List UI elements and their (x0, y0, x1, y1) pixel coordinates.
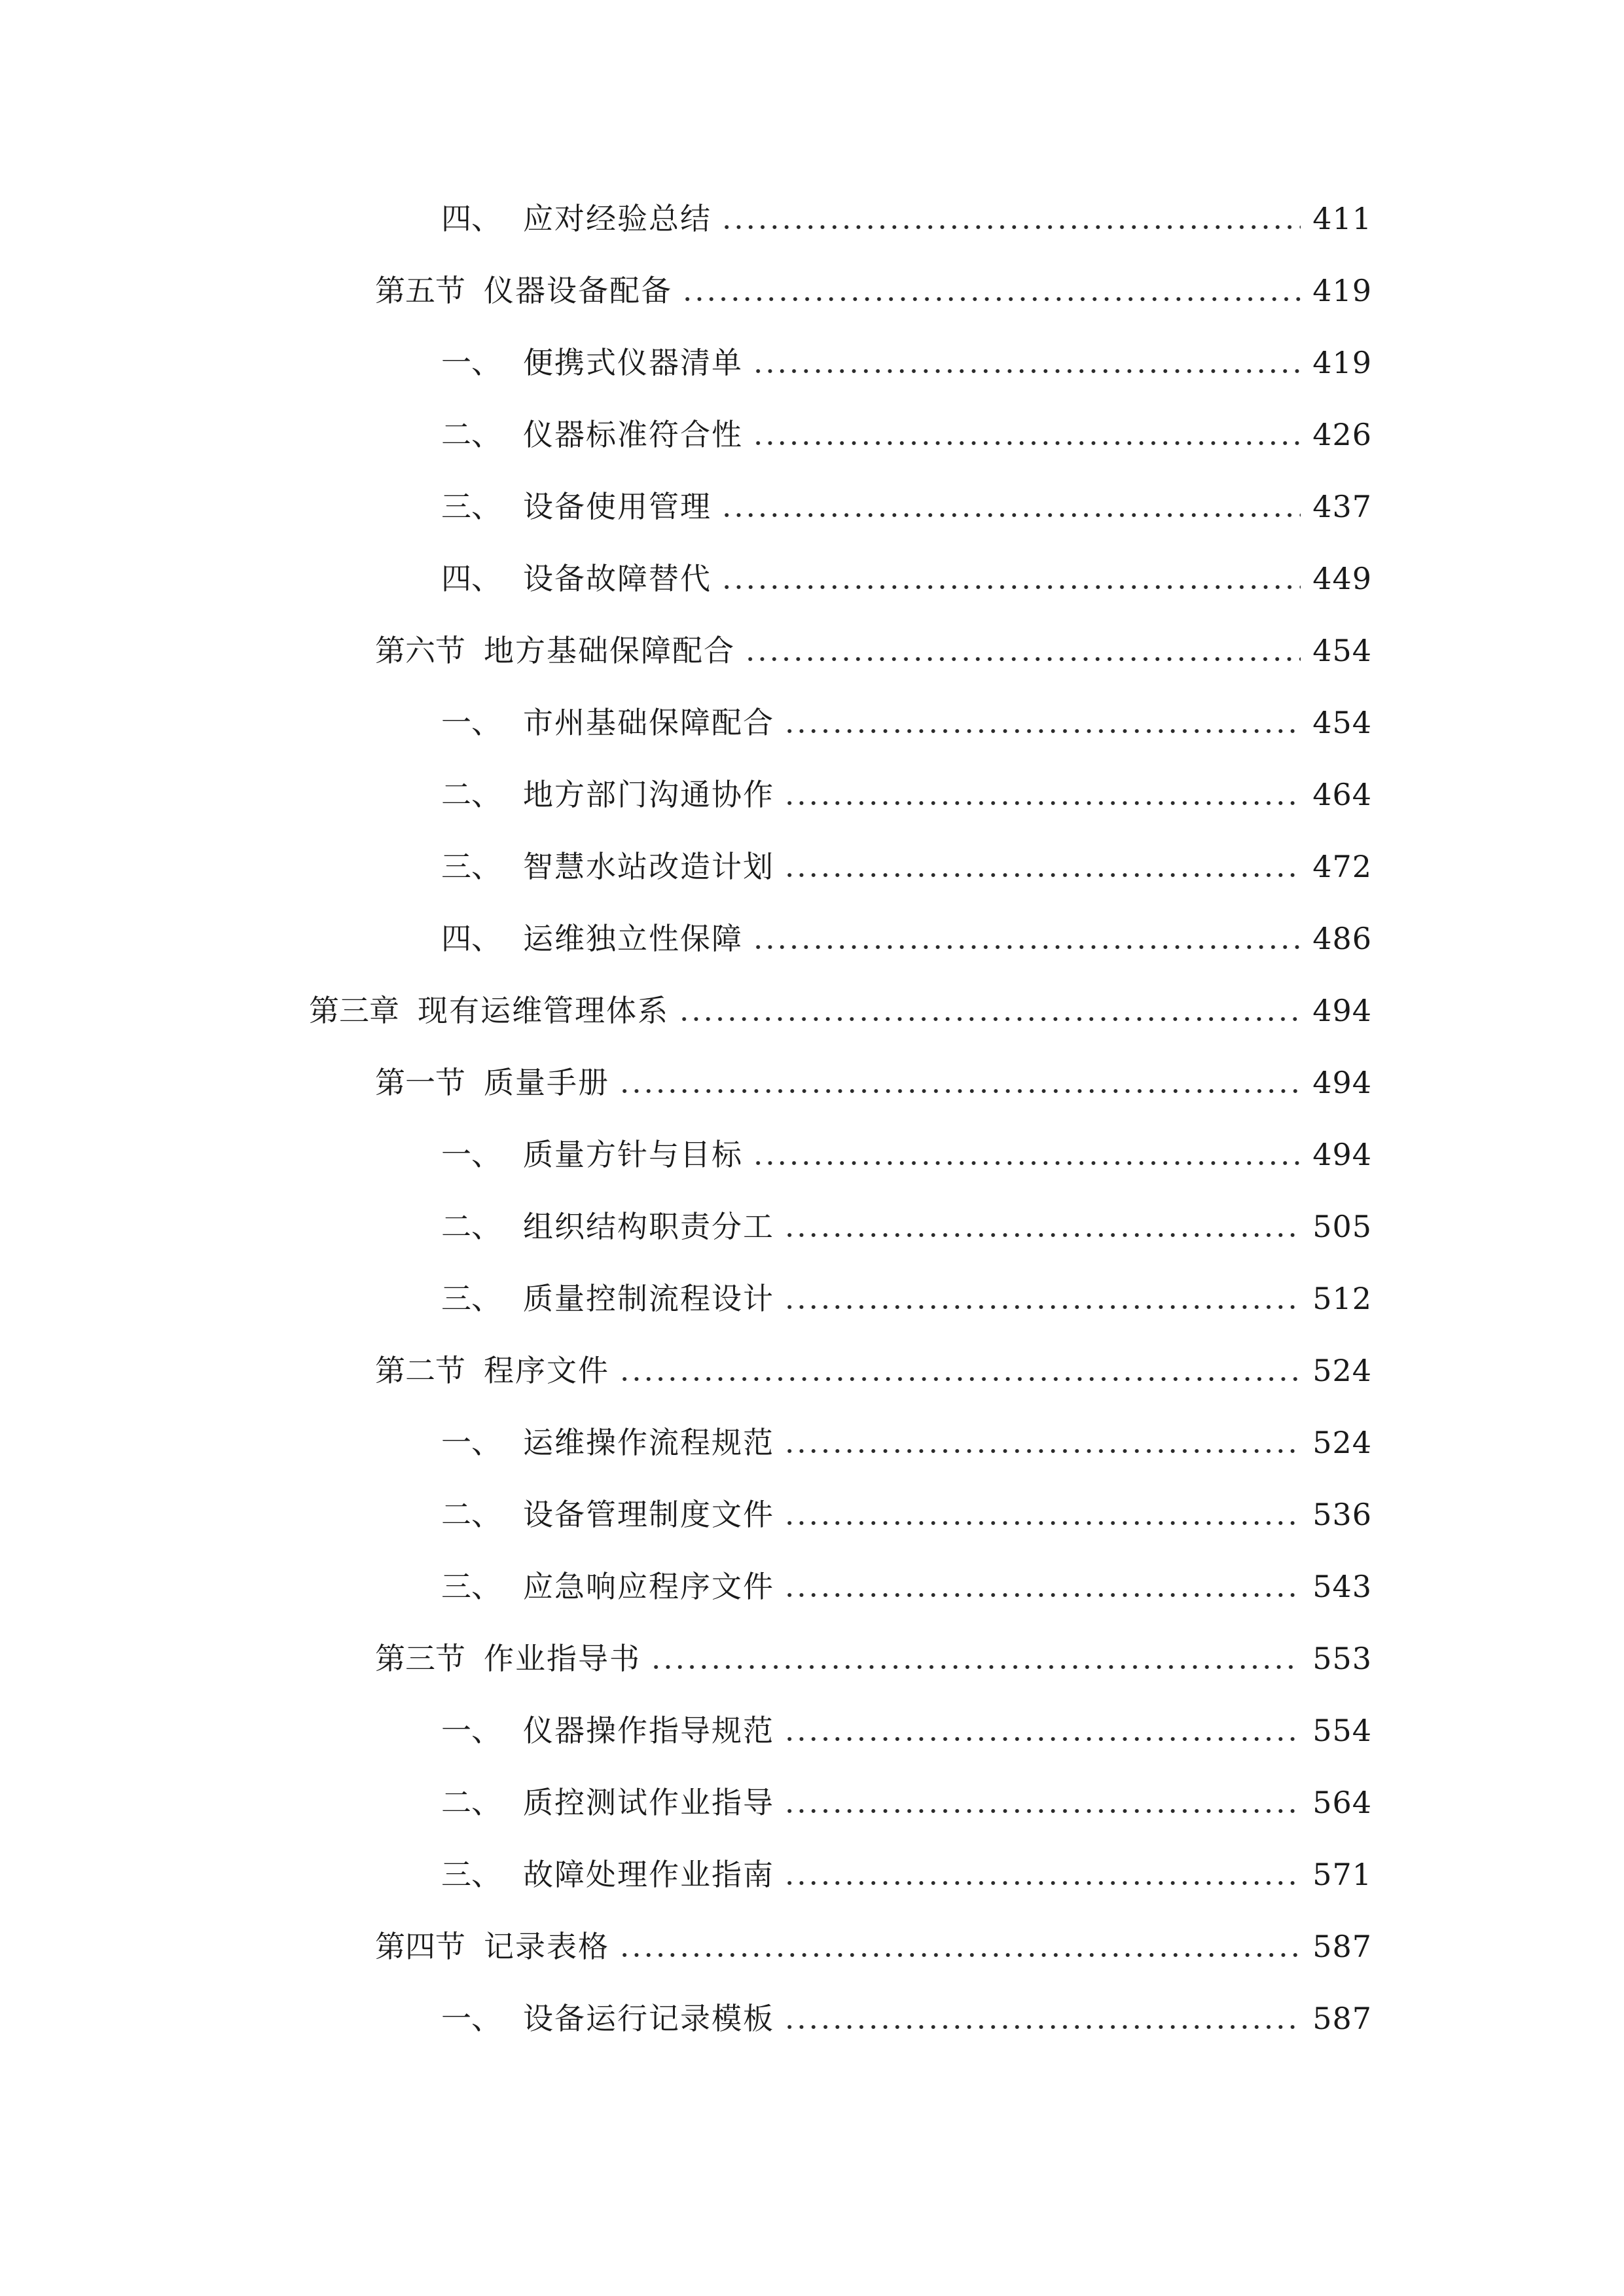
toc-entry[interactable] (441, 1776, 1372, 1829)
dot-leader (619, 1920, 1301, 1973)
toc-entry-number: 三、 (441, 1857, 501, 1892)
toc-entry-page: 543 (1312, 1569, 1372, 1604)
toc-entry[interactable] (375, 264, 1372, 317)
toc-entry-number: 第四节 (375, 1929, 465, 1964)
toc-entry[interactable] (441, 1992, 1372, 2045)
toc-entry-number: 第二节 (375, 1353, 465, 1388)
dot-leader (681, 264, 1301, 317)
toc-entry-page: 554 (1312, 1713, 1372, 1748)
toc-entry-title: 组织结构职责分工 (523, 1209, 774, 1244)
toc-entry-page: 494 (1312, 1065, 1372, 1100)
toc-entry-number: 第三章 (309, 993, 399, 1028)
toc-entry-page: 553 (1312, 1641, 1372, 1676)
toc-entry-page: 449 (1312, 561, 1372, 596)
toc-entry-title: 地方部门沟通协作 (523, 777, 774, 812)
toc-entry-title: 设备管理制度文件 (523, 1497, 774, 1532)
dot-leader (784, 696, 1301, 749)
toc-entry-number: 四、 (441, 561, 501, 596)
toc-entry-number: 一、 (441, 1425, 501, 1460)
toc-entry[interactable] (441, 1416, 1372, 1469)
toc-entry-title: 设备使用管理 (523, 489, 712, 524)
toc-entry-number: 第五节 (375, 273, 465, 308)
toc-entry-number: 四、 (441, 201, 501, 236)
toc-entry-number: 二、 (441, 777, 501, 812)
toc-entry-title: 记录表格 (484, 1929, 609, 1964)
toc-entry[interactable] (441, 552, 1372, 605)
toc-entry-page: 512 (1312, 1281, 1372, 1316)
toc-entry-number: 二、 (441, 1497, 501, 1532)
toc-entry[interactable] (441, 1704, 1372, 1757)
toc-entry-title: 智慧水站改造计划 (523, 849, 774, 884)
toc-entry-page: 524 (1312, 1353, 1372, 1388)
toc-entry[interactable] (441, 912, 1372, 965)
toc-entry-title: 程序文件 (484, 1353, 609, 1388)
toc-entry-page: 505 (1312, 1209, 1372, 1244)
toc-entry[interactable] (441, 840, 1372, 893)
toc-entry[interactable] (441, 768, 1372, 821)
toc-entry-page: 437 (1312, 489, 1372, 524)
dot-leader (784, 1416, 1301, 1469)
toc-entry-page: 536 (1312, 1497, 1372, 1532)
toc-entry-title: 运维操作流程规范 (523, 1425, 774, 1460)
dot-leader (744, 624, 1301, 677)
toc-entry[interactable] (441, 480, 1372, 533)
toc-entry-number: 一、 (441, 345, 501, 380)
dot-leader (784, 1560, 1301, 1613)
dot-leader (619, 1344, 1301, 1397)
toc-entry[interactable] (441, 1560, 1372, 1613)
toc-entry-title: 仪器标准符合性 (523, 417, 743, 452)
toc-entry[interactable] (375, 1920, 1372, 1973)
dot-leader (784, 1992, 1301, 2045)
dot-leader (721, 192, 1301, 245)
dot-leader (784, 1704, 1301, 1757)
toc-entry-page: 587 (1312, 2001, 1372, 2036)
toc-entry-title: 质量手册 (484, 1065, 609, 1100)
toc-entry-title: 现有运维管理体系 (418, 993, 669, 1028)
toc-entry[interactable] (441, 1200, 1372, 1253)
toc-entry-title: 便携式仪器清单 (523, 345, 743, 380)
dot-leader (784, 840, 1301, 893)
toc-entry-number: 三、 (441, 1281, 501, 1316)
toc-entry-title: 质控测试作业指导 (523, 1785, 774, 1820)
toc-entry-number: 第六节 (375, 633, 465, 668)
dot-leader (650, 1632, 1301, 1685)
toc-entry[interactable] (441, 1488, 1372, 1541)
toc-entry-title: 设备运行记录模板 (523, 2001, 774, 2036)
toc-entry-title: 作业指导书 (484, 1641, 641, 1676)
toc-entry-number: 一、 (441, 705, 501, 740)
toc-entry-number: 一、 (441, 2001, 501, 2036)
toc-entry[interactable] (375, 1632, 1372, 1685)
toc-entry-title: 仪器设备配备 (484, 273, 672, 308)
dot-leader (784, 1272, 1301, 1325)
toc-entry-title: 设备故障替代 (523, 561, 712, 596)
toc-entry-number: 三、 (441, 489, 501, 524)
toc-entry-page: 454 (1312, 633, 1372, 668)
dot-leader (784, 768, 1301, 821)
toc-entry[interactable] (375, 624, 1372, 677)
toc-entry-title: 地方基础保障配合 (484, 633, 735, 668)
toc-entry-title: 质量方针与目标 (523, 1137, 743, 1172)
toc-entry-page: 564 (1312, 1785, 1372, 1820)
toc-entry[interactable] (375, 1344, 1372, 1397)
toc-entry-title: 应急响应程序文件 (523, 1569, 774, 1604)
dot-leader (784, 1200, 1301, 1253)
toc-entry-page: 494 (1312, 1137, 1372, 1172)
toc-entry-page: 426 (1312, 417, 1372, 452)
toc-entry-number: 三、 (441, 1569, 501, 1604)
toc-entry-number: 一、 (441, 1137, 501, 1172)
toc-entry[interactable] (441, 1272, 1372, 1325)
toc-entry[interactable] (441, 336, 1372, 389)
toc-entry-page: 587 (1312, 1929, 1372, 1964)
toc-entry-number: 一、 (441, 1713, 501, 1748)
toc-entry-number: 二、 (441, 417, 501, 452)
toc-entry-page: 486 (1312, 921, 1372, 956)
toc-entry-title: 仪器操作指导规范 (523, 1713, 774, 1748)
dot-leader (619, 1056, 1301, 1109)
toc-entry-title: 故障处理作业指南 (523, 1857, 774, 1892)
toc-entry-number: 二、 (441, 1785, 501, 1820)
dot-leader (752, 408, 1301, 461)
toc-entry[interactable] (441, 696, 1372, 749)
dot-leader (721, 480, 1301, 533)
toc-entry-page: 494 (1312, 993, 1372, 1028)
dot-leader (721, 552, 1301, 605)
toc-entry-title: 应对经验总结 (523, 201, 712, 236)
toc-entry-page: 524 (1312, 1425, 1372, 1460)
dot-leader (784, 1776, 1301, 1829)
toc-entry-title: 运维独立性保障 (523, 921, 743, 956)
toc-entry[interactable] (441, 1128, 1372, 1181)
toc-entry-title: 市州基础保障配合 (523, 705, 774, 740)
toc-entry-number: 第三节 (375, 1641, 465, 1676)
dot-leader (678, 984, 1301, 1037)
dot-leader (752, 912, 1301, 965)
toc-entry-number: 二、 (441, 1209, 501, 1244)
toc-entry-page: 419 (1312, 273, 1372, 308)
dot-leader (784, 1488, 1301, 1541)
toc-entry-number: 三、 (441, 849, 501, 884)
toc-entry-number: 四、 (441, 921, 501, 956)
toc-entry-page: 472 (1312, 849, 1372, 884)
toc-entry-page: 571 (1312, 1857, 1372, 1892)
toc-entry[interactable] (441, 1848, 1372, 1901)
toc-entry[interactable] (441, 408, 1372, 461)
toc-entry-page: 411 (1312, 201, 1372, 236)
toc-entry-page: 464 (1312, 777, 1372, 812)
dot-leader (752, 1128, 1301, 1181)
toc-entry-title: 质量控制流程设计 (523, 1281, 774, 1316)
toc-entry[interactable] (441, 192, 1372, 245)
dot-leader (752, 336, 1301, 389)
toc-entry[interactable] (375, 1056, 1372, 1109)
toc-entry-page: 419 (1312, 345, 1372, 380)
dot-leader (784, 1848, 1301, 1901)
toc-entry[interactable] (309, 984, 1372, 1037)
toc-entry-number: 第一节 (375, 1065, 465, 1100)
toc-entry-page: 454 (1312, 705, 1372, 740)
